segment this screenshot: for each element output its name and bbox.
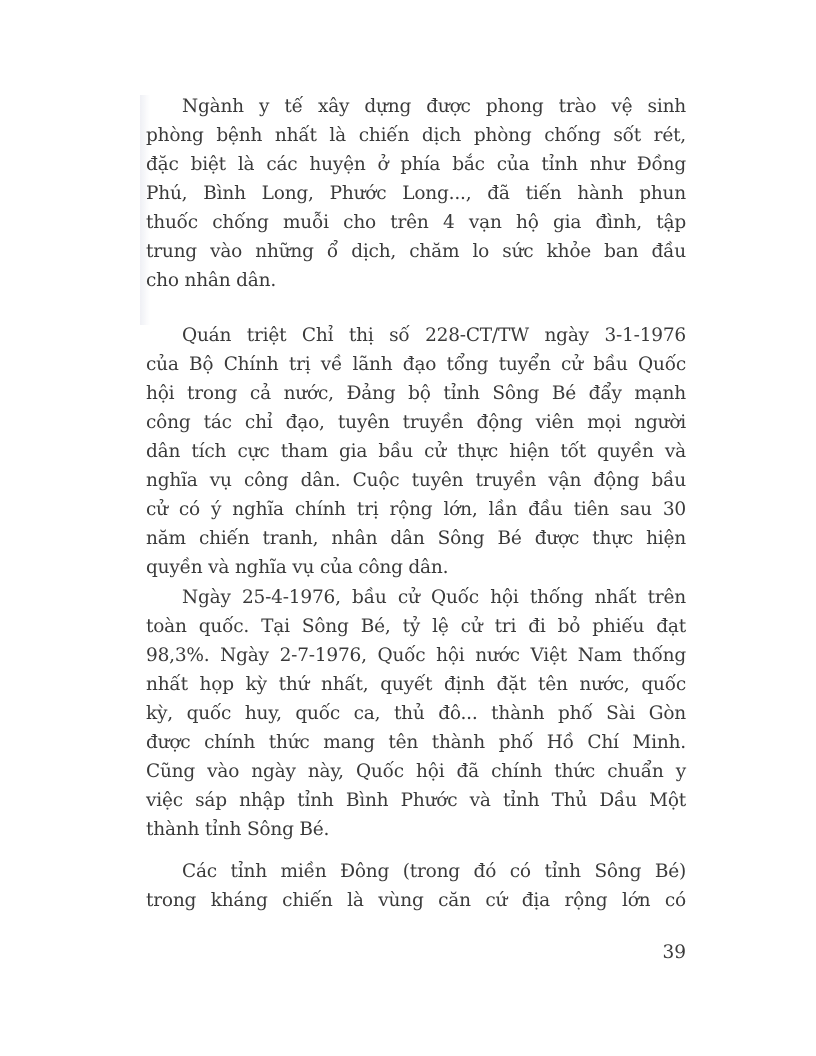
text-line: đặc biệt là các huyện ở phía bắc của tỉnh như Đồng: [146, 154, 686, 175]
text-line: nghĩa vụ công dân. Cuộc tuyên truyền vận động bầu: [146, 470, 686, 491]
text-line: trung vào những ổ dịch, chăm lo sức khỏe ban đầu: [146, 241, 686, 262]
text-line: năm chiến tranh, nhân dân Sông Bé được thực hiện: [146, 528, 686, 549]
text-line: được chính thức mang tên thành phố Hồ Chí Minh.: [146, 732, 686, 753]
text-line: Các tỉnh miền Đông (trong đó có tỉnh Sông Bé): [182, 861, 686, 882]
text-line: phòng bệnh nhất là chiến dịch phòng chống sốt rét,: [146, 125, 686, 146]
text-line: kỳ, quốc huy, quốc ca, thủ đô... thành phố Sài Gòn: [146, 703, 686, 724]
paragraph-election-1976: [146, 583, 686, 844]
text-line: cho nhân dân.: [146, 270, 277, 291]
text-line: Quán triệt Chỉ thị số 228-CT/TW ngày 3-1-1976: [182, 325, 686, 346]
text-line: quyền và nghĩa vụ của công dân.: [146, 557, 449, 578]
text-line: cử có ý nghĩa chính trị rộng lớn, lần đầu tiên sau 30: [146, 499, 686, 520]
text-line: hội trong cả nước, Đảng bộ tỉnh Sông Bé đẩy mạnh: [146, 383, 686, 404]
page-number: 39: [662, 942, 686, 963]
text-line: thành tỉnh Sông Bé.: [146, 819, 330, 840]
text-line: của Bộ Chính trị về lãnh đạo tổng tuyển cử bầu Quốc: [146, 354, 686, 375]
text-line: Cũng vào ngày này, Quốc hội đã chính thức chuẩn y: [146, 761, 686, 782]
text-line: trong kháng chiến là vùng căn cứ địa rộng lớn có: [146, 890, 686, 911]
text-line: Ngành y tế xây dựng được phong trào vệ sinh: [182, 96, 686, 117]
text-line: Ngày 25-4-1976, bầu cử Quốc hội thống nhất trên: [182, 587, 686, 608]
text-line: Phú, Bình Long, Phước Long..., đã tiến hành phun: [146, 183, 686, 204]
text-line: toàn quốc. Tại Sông Bé, tỷ lệ cử tri đi bỏ phiếu đạt: [146, 616, 686, 637]
text-line: việc sáp nhập tỉnh Bình Phước và tỉnh Thủ Dầu Một: [146, 790, 686, 811]
text-line: công tác chỉ đạo, tuyên truyền động viên mọi người: [146, 412, 686, 433]
text-line: dân tích cực tham gia bầu cử thực hiện tốt quyền và: [146, 441, 686, 462]
paragraph-eastern-provinces: [146, 857, 686, 915]
text-line: thuốc chống muỗi cho trên 4 vạn hộ gia đình, tập: [146, 212, 686, 233]
paragraph-directive-228: [146, 321, 686, 582]
text-line: 98,3%. Ngày 2-7-1976, Quốc hội nước Việt Nam thống: [146, 645, 686, 666]
paragraph-health-campaign: [146, 92, 686, 295]
text-line: nhất họp kỳ thứ nhất, quyết định đặt tên nước, quốc: [146, 674, 686, 695]
